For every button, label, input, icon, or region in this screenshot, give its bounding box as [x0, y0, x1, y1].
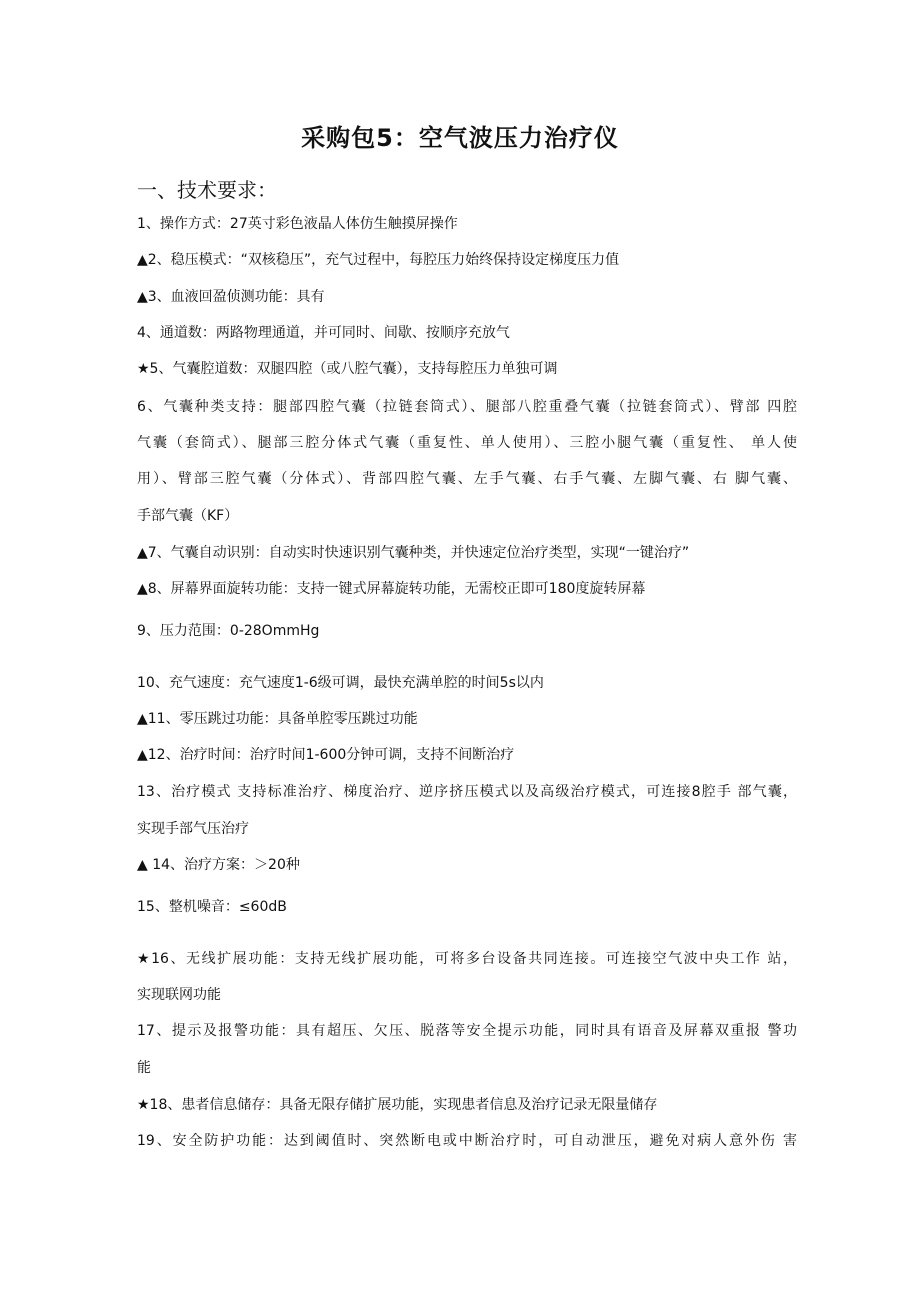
spec-line: ▲ 14、治疗方案：＞20种 — [137, 857, 300, 873]
spec-line: 15、整机噪音：≤60dB — [137, 899, 287, 915]
spec-line: ▲3、血液回盈侦测功能：具有 — [137, 289, 325, 305]
spec-line: ★5、气囊腔道数：双腿四腔（或八腔气囊），支持每腔压力单独可调 — [137, 361, 558, 377]
spec-line: ▲2、稳压模式：“双核稳压”，充气过程中，每腔压力始终保持设定梯度压力值 — [137, 252, 620, 268]
spec-line: 4、通道数：两路物理通道，并可同时、间歇、按顺序充放气 — [137, 325, 510, 341]
spec-line: 19、安全防护功能：达到阈值时、突然断电或中断治疗时，可自动泄压，避免对病人意外伤 害 — [137, 1133, 797, 1149]
spec-line: ▲7、气囊自动识别：自动实时快速识别气囊种类，并快速定位治疗类型，实现“一键治疗” — [137, 545, 690, 561]
spec-line: ▲11、零压跳过功能：具备单腔零压跳过功能 — [137, 711, 418, 727]
spec-line: 实现联网功能 — [137, 987, 221, 1003]
spec-line: ★18、患者信息储存：具备无限存储扩展功能，实现患者信息及治疗记录无限量储存 — [137, 1097, 658, 1113]
spec-line: ▲12、治疗时间：治疗时间1-600分钟可调，支持不间断治疗 — [137, 747, 515, 763]
section-heading: 一、技术要求： — [137, 178, 277, 202]
spec-line: 手部气囊（KF） — [137, 508, 239, 524]
spec-line: 17、提示及报警功能：具有超压、欠压、脱落等安全提示功能，同时具有语音及屏幕双重报 警功 — [137, 1023, 797, 1039]
spec-line: 13、治疗模式 支持标准治疗、梯度治疗、逆序挤压模式以及高级治疗模式，可连接8腔手 部气囊， — [137, 784, 797, 800]
spec-line: ▲8、屏幕界面旋转功能：支持一键式屏幕旋转功能，无需校正即可180度旋转屏幕 — [137, 581, 646, 597]
spec-line: 9、压力范围：0-28OmmHg — [137, 623, 320, 639]
spec-line: 用）、臂部三腔气囊（分体式）、背部四腔气囊、左手气囊、右手气囊、左脚气囊、右 脚气囊、 — [137, 471, 797, 487]
document-title: 采购包5：空气波压力治疗仪 — [301, 124, 619, 152]
spec-line: 能 — [137, 1060, 151, 1076]
spec-line: 10、充气速度：充气速度1-6级可调，最快充满单腔的时间5s以内 — [137, 675, 544, 691]
spec-line: 实现手部气压治疗 — [137, 821, 249, 837]
spec-line: 气囊（套筒式）、腿部三腔分体式气囊（重复性、单人使用）、三腔小腿气囊（重复性、 单人使 — [137, 435, 797, 451]
spec-line: ★16、无线扩展功能：支持无线扩展功能，可将多台设备共同连接。可连接空气波中央工作 站， — [137, 951, 797, 967]
spec-line: 1、操作方式：27英寸彩色液晶人体仿生触摸屏操作 — [137, 216, 458, 232]
spec-line: 6、气囊种类支持：腿部四腔气囊（拉链套筒式）、腿部八腔重叠气囊（拉链套筒式）、臂部 四腔 — [137, 399, 797, 415]
